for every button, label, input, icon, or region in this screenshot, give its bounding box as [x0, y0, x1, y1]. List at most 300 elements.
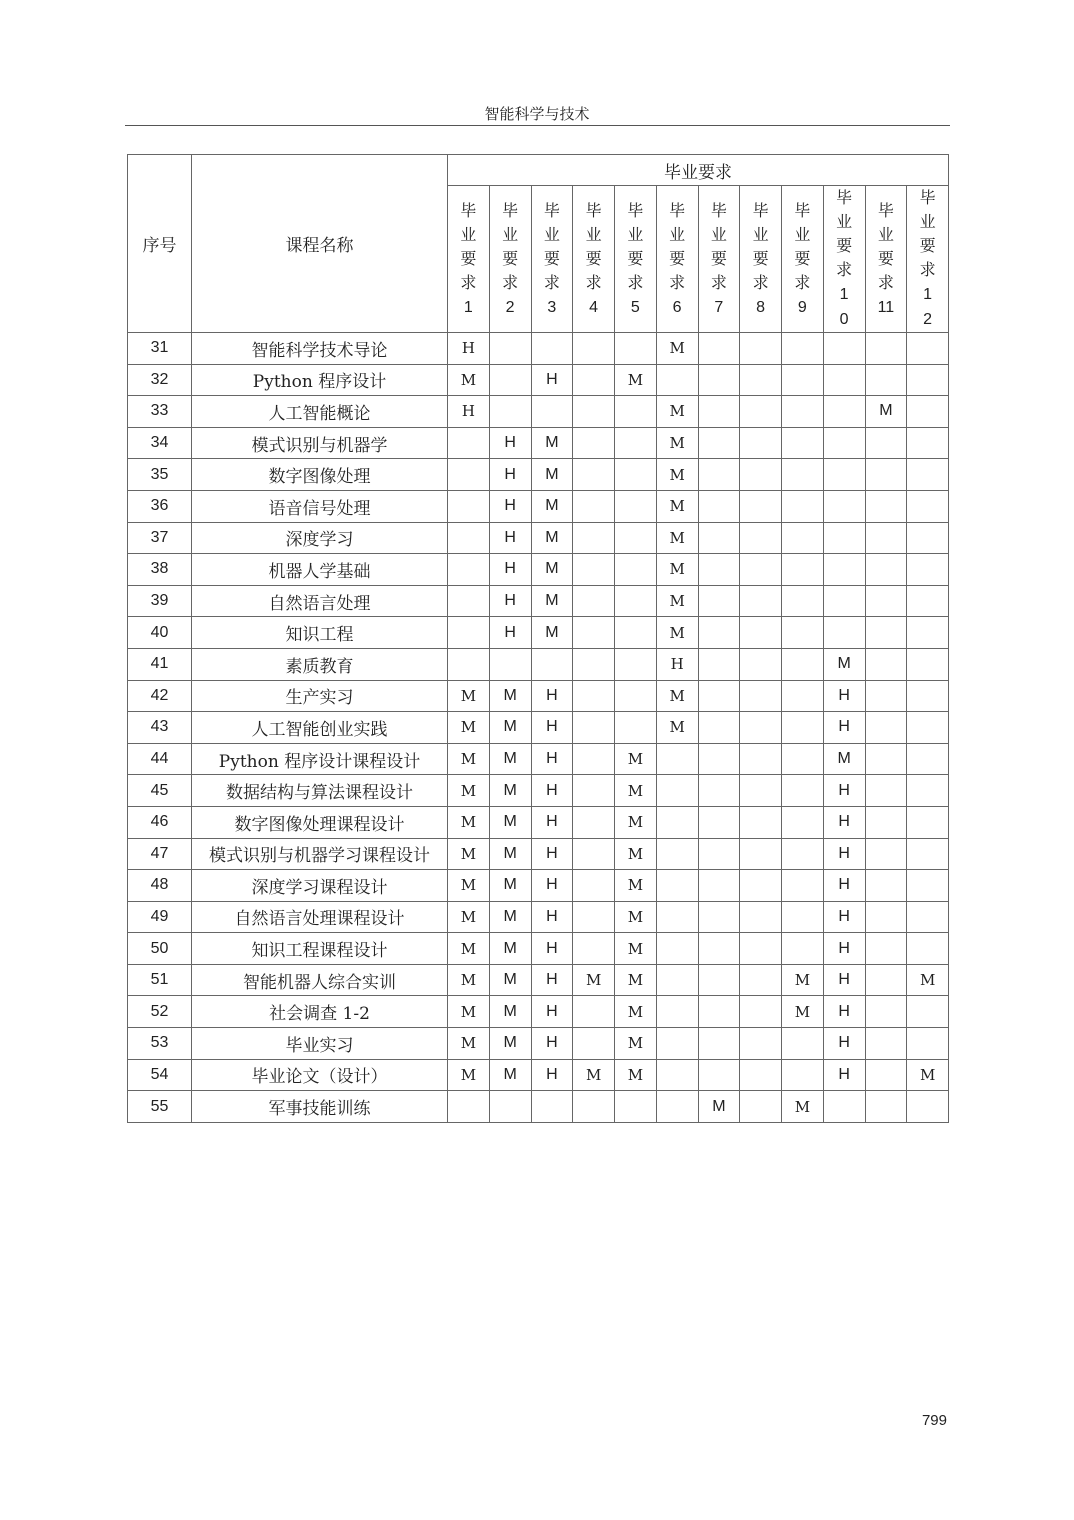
cell-requirement-5: M [615, 870, 657, 902]
cell-requirement-11 [865, 775, 907, 807]
cell-requirement-11 [865, 680, 907, 712]
cell-requirement-11 [865, 1028, 907, 1060]
column-header-requirement-11 [865, 186, 907, 333]
requirements-matrix-table [127, 154, 949, 1123]
cell-requirement-10: H [823, 680, 865, 712]
cell-requirement-10 [823, 554, 865, 586]
cell-requirement-6 [656, 870, 698, 902]
cell-requirement-3 [531, 648, 573, 680]
cell-requirement-2: M [489, 743, 531, 775]
cell-requirement-5: M [615, 996, 657, 1028]
cell-requirement-6: H [656, 648, 698, 680]
cell-requirement-10: H [823, 933, 865, 965]
cell-requirement-4 [573, 838, 615, 870]
cell-course-name: 模式识别与机器学 [192, 427, 448, 459]
table-row [128, 459, 949, 491]
cell-requirement-5: M [615, 775, 657, 807]
cell-requirement-1: M [448, 838, 490, 870]
cell-requirement-7 [698, 743, 740, 775]
cell-requirement-6: M [656, 396, 698, 428]
cell-requirement-11 [865, 996, 907, 1028]
table-row [128, 490, 949, 522]
cell-requirement-1: M [448, 1028, 490, 1060]
cell-requirement-11 [865, 585, 907, 617]
cell-requirement-6: M [656, 333, 698, 365]
column-header-no: 序号 [128, 155, 192, 333]
cell-no: 54 [128, 1059, 192, 1091]
requirement-label: 毕业要求 [502, 200, 519, 292]
cell-requirement-4 [573, 933, 615, 965]
table-row [128, 1028, 949, 1060]
cell-requirement-9 [782, 554, 824, 586]
cell-requirement-12 [907, 901, 949, 933]
cell-requirement-6: M [656, 490, 698, 522]
cell-requirement-9 [782, 585, 824, 617]
cell-course-name: 人工智能概论 [192, 396, 448, 428]
column-header-requirement-10 [823, 186, 865, 333]
cell-no: 33 [128, 396, 192, 428]
cell-requirement-2: M [489, 901, 531, 933]
cell-requirement-5: M [615, 901, 657, 933]
cell-requirement-3: M [531, 585, 573, 617]
cell-requirement-9 [782, 743, 824, 775]
cell-requirement-3: H [531, 1028, 573, 1060]
cell-no: 50 [128, 933, 192, 965]
cell-requirement-8 [740, 585, 782, 617]
cell-no: 44 [128, 743, 192, 775]
table-body [128, 333, 949, 1123]
column-header-requirement-6 [656, 186, 698, 333]
cell-requirement-7 [698, 1028, 740, 1060]
cell-requirement-1: M [448, 870, 490, 902]
cell-requirement-9 [782, 838, 824, 870]
cell-requirement-6 [656, 838, 698, 870]
table-row [128, 680, 949, 712]
cell-requirement-9 [782, 712, 824, 744]
cell-requirement-8 [740, 1028, 782, 1060]
cell-requirement-10 [823, 396, 865, 428]
cell-requirement-12 [907, 554, 949, 586]
cell-requirement-11 [865, 648, 907, 680]
requirement-number: 4 [589, 298, 599, 316]
requirement-number: 6 [672, 298, 682, 316]
cell-requirement-1 [448, 585, 490, 617]
cell-requirement-9 [782, 427, 824, 459]
cell-requirement-4 [573, 364, 615, 396]
cell-no: 40 [128, 617, 192, 649]
cell-requirement-1 [448, 648, 490, 680]
cell-requirement-2: M [489, 838, 531, 870]
cell-requirement-6: M [656, 522, 698, 554]
cell-requirement-12 [907, 427, 949, 459]
cell-course-name: 毕业论文（设计） [192, 1059, 448, 1091]
cell-requirement-12 [907, 743, 949, 775]
cell-requirement-6 [656, 1059, 698, 1091]
cell-requirement-6 [656, 743, 698, 775]
cell-requirement-10 [823, 522, 865, 554]
cell-requirement-3: M [531, 490, 573, 522]
cell-course-name: 知识工程课程设计 [192, 933, 448, 965]
cell-requirement-2 [489, 364, 531, 396]
cell-requirement-1 [448, 1091, 490, 1123]
cell-requirement-6 [656, 364, 698, 396]
cell-requirement-4 [573, 870, 615, 902]
cell-requirement-9 [782, 933, 824, 965]
cell-requirement-4 [573, 712, 615, 744]
cell-requirement-11: M [865, 396, 907, 428]
cell-requirement-1: M [448, 933, 490, 965]
cell-requirement-7 [698, 585, 740, 617]
cell-requirement-12 [907, 775, 949, 807]
column-header-requirement-9 [782, 186, 824, 333]
cell-requirement-2: M [489, 1028, 531, 1060]
cell-no: 53 [128, 1028, 192, 1060]
cell-requirement-5 [615, 490, 657, 522]
cell-requirement-2: M [489, 870, 531, 902]
cell-requirement-4 [573, 1028, 615, 1060]
cell-requirement-7 [698, 648, 740, 680]
cell-requirement-10: H [823, 996, 865, 1028]
cell-requirement-12 [907, 712, 949, 744]
table-row [128, 933, 949, 965]
cell-no: 45 [128, 775, 192, 807]
cell-requirement-2: H [489, 459, 531, 491]
cell-requirement-4 [573, 522, 615, 554]
cell-requirement-5 [615, 427, 657, 459]
cell-requirement-12: M [907, 964, 949, 996]
table-row [128, 648, 949, 680]
cell-requirement-3 [531, 1091, 573, 1123]
cell-requirement-9 [782, 680, 824, 712]
cell-course-name: 深度学习课程设计 [192, 870, 448, 902]
cell-requirement-10: H [823, 870, 865, 902]
cell-no: 32 [128, 364, 192, 396]
cell-requirement-7 [698, 364, 740, 396]
cell-requirement-1 [448, 522, 490, 554]
cell-requirement-2: M [489, 775, 531, 807]
cell-requirement-12 [907, 459, 949, 491]
requirement-label: 毕业要求 [585, 200, 602, 292]
cell-requirement-5: M [615, 964, 657, 996]
cell-requirement-10: H [823, 775, 865, 807]
cell-requirement-7 [698, 712, 740, 744]
cell-requirement-1: M [448, 964, 490, 996]
cell-no: 48 [128, 870, 192, 902]
cell-requirement-7 [698, 870, 740, 902]
cell-requirement-11 [865, 427, 907, 459]
cell-requirement-5 [615, 585, 657, 617]
requirement-label: 毕业要求 [919, 188, 936, 279]
cell-requirement-1: M [448, 743, 490, 775]
cell-requirement-4 [573, 901, 615, 933]
cell-requirement-9 [782, 1059, 824, 1091]
cell-requirement-4 [573, 617, 615, 649]
cell-course-name: 自然语言处理课程设计 [192, 901, 448, 933]
column-header-requirement-7 [698, 186, 740, 333]
cell-requirement-7 [698, 806, 740, 838]
cell-requirement-9 [782, 806, 824, 838]
requirement-number: 1 [463, 298, 473, 316]
cell-requirement-10: H [823, 838, 865, 870]
table-row [128, 396, 949, 428]
table-row [128, 1091, 949, 1123]
cell-requirement-1: M [448, 364, 490, 396]
cell-requirement-9 [782, 648, 824, 680]
cell-no: 31 [128, 333, 192, 365]
cell-requirement-3: M [531, 522, 573, 554]
cell-requirement-5 [615, 617, 657, 649]
table-row [128, 554, 949, 586]
cell-requirement-10: H [823, 964, 865, 996]
cell-requirement-6 [656, 964, 698, 996]
cell-requirement-10 [823, 1091, 865, 1123]
cell-requirement-9 [782, 870, 824, 902]
column-header-requirement-8 [740, 186, 782, 333]
cell-requirement-12 [907, 585, 949, 617]
cell-requirement-10: H [823, 901, 865, 933]
cell-requirement-10: H [823, 1028, 865, 1060]
cell-requirement-9: M [782, 964, 824, 996]
cell-requirement-2: M [489, 964, 531, 996]
cell-requirement-1: M [448, 996, 490, 1028]
table-row [128, 522, 949, 554]
requirement-number: 3 [547, 298, 557, 316]
cell-requirement-9: M [782, 996, 824, 1028]
cell-requirement-8 [740, 1059, 782, 1091]
cell-requirement-11 [865, 1091, 907, 1123]
requirement-number: 7 [714, 298, 724, 316]
cell-requirement-6: M [656, 554, 698, 586]
cell-requirement-4 [573, 775, 615, 807]
table-row [128, 585, 949, 617]
cell-course-name: 数字图像处理课程设计 [192, 806, 448, 838]
cell-requirement-8 [740, 1091, 782, 1123]
cell-requirement-8 [740, 901, 782, 933]
cell-requirement-5: M [615, 1028, 657, 1060]
cell-requirement-8 [740, 870, 782, 902]
cell-requirement-5: M [615, 806, 657, 838]
cell-requirement-2: H [489, 585, 531, 617]
cell-requirement-1: H [448, 396, 490, 428]
cell-requirement-11 [865, 743, 907, 775]
cell-requirement-4 [573, 1091, 615, 1123]
cell-course-name: 深度学习 [192, 522, 448, 554]
cell-no: 43 [128, 712, 192, 744]
cell-course-name: 模式识别与机器学习课程设计 [192, 838, 448, 870]
cell-requirement-12: M [907, 1059, 949, 1091]
cell-requirement-3 [531, 333, 573, 365]
cell-no: 55 [128, 1091, 192, 1123]
requirement-number: 12 [923, 286, 933, 328]
cell-requirement-11 [865, 490, 907, 522]
cell-requirement-5 [615, 396, 657, 428]
table-row [128, 964, 949, 996]
cell-requirement-9 [782, 617, 824, 649]
cell-requirement-3: H [531, 838, 573, 870]
cell-requirement-8 [740, 333, 782, 365]
cell-course-name: 智能科学技术导论 [192, 333, 448, 365]
cell-requirement-2: M [489, 933, 531, 965]
cell-requirement-3: H [531, 996, 573, 1028]
cell-requirement-7 [698, 964, 740, 996]
cell-no: 41 [128, 648, 192, 680]
cell-requirement-6 [656, 933, 698, 965]
cell-requirement-3: H [531, 712, 573, 744]
cell-requirement-6 [656, 1028, 698, 1060]
cell-requirement-2 [489, 396, 531, 428]
requirement-number: 9 [797, 298, 807, 316]
cell-requirement-12 [907, 1091, 949, 1123]
cell-requirement-3: H [531, 933, 573, 965]
cell-requirement-10 [823, 617, 865, 649]
cell-requirement-11 [865, 554, 907, 586]
cell-requirement-3 [531, 396, 573, 428]
cell-course-name: 生产实习 [192, 680, 448, 712]
cell-requirement-6: M [656, 459, 698, 491]
cell-requirement-9 [782, 490, 824, 522]
cell-requirement-3: H [531, 775, 573, 807]
cell-requirement-3: H [531, 743, 573, 775]
cell-requirement-7: M [698, 1091, 740, 1123]
cell-requirement-11 [865, 333, 907, 365]
cell-requirement-2: H [489, 554, 531, 586]
cell-course-name: Python 程序设计课程设计 [192, 743, 448, 775]
cell-requirement-3: M [531, 617, 573, 649]
requirement-number: 10 [839, 286, 849, 328]
cell-requirement-3: H [531, 806, 573, 838]
cell-requirement-6: M [656, 617, 698, 649]
cell-requirement-1: M [448, 806, 490, 838]
cell-requirement-4 [573, 396, 615, 428]
cell-requirement-3: M [531, 459, 573, 491]
cell-requirement-2: M [489, 1059, 531, 1091]
cell-requirement-10: H [823, 712, 865, 744]
cell-requirement-1: M [448, 775, 490, 807]
table-row [128, 901, 949, 933]
cell-requirement-9: M [782, 1091, 824, 1123]
cell-requirement-11 [865, 933, 907, 965]
cell-requirement-1: M [448, 901, 490, 933]
cell-requirement-8 [740, 933, 782, 965]
cell-requirement-7 [698, 333, 740, 365]
cell-no: 52 [128, 996, 192, 1028]
cell-requirement-10 [823, 364, 865, 396]
cell-requirement-9 [782, 522, 824, 554]
cell-requirement-8 [740, 648, 782, 680]
cell-requirement-5 [615, 648, 657, 680]
cell-requirement-10: M [823, 648, 865, 680]
cell-course-name: 毕业实习 [192, 1028, 448, 1060]
cell-requirement-12 [907, 396, 949, 428]
cell-requirement-12 [907, 522, 949, 554]
cell-requirement-12 [907, 680, 949, 712]
cell-requirement-10 [823, 427, 865, 459]
cell-no: 49 [128, 901, 192, 933]
cell-course-name: 素质教育 [192, 648, 448, 680]
cell-requirement-7 [698, 396, 740, 428]
cell-requirement-6 [656, 806, 698, 838]
cell-requirement-2: M [489, 680, 531, 712]
table-row [128, 743, 949, 775]
cell-requirement-8 [740, 427, 782, 459]
cell-requirement-4 [573, 490, 615, 522]
cell-course-name: 知识工程 [192, 617, 448, 649]
cell-course-name: 自然语言处理 [192, 585, 448, 617]
cell-requirement-2: H [489, 522, 531, 554]
cell-requirement-12 [907, 490, 949, 522]
cell-requirement-11 [865, 522, 907, 554]
cell-course-name: 智能机器人综合实训 [192, 964, 448, 996]
cell-requirement-8 [740, 838, 782, 870]
cell-requirement-5 [615, 680, 657, 712]
cell-no: 38 [128, 554, 192, 586]
cell-requirement-7 [698, 490, 740, 522]
cell-requirement-5: M [615, 933, 657, 965]
cell-requirement-10: H [823, 806, 865, 838]
requirement-label: 毕业要求 [836, 188, 853, 279]
cell-requirement-2: H [489, 427, 531, 459]
cell-no: 47 [128, 838, 192, 870]
cell-requirement-8 [740, 554, 782, 586]
cell-requirement-8 [740, 806, 782, 838]
cell-requirement-7 [698, 901, 740, 933]
cell-requirement-2: H [489, 617, 531, 649]
cell-requirement-5: M [615, 743, 657, 775]
cell-requirement-6: M [656, 585, 698, 617]
requirement-label: 毕业要求 [710, 200, 727, 292]
running-header: 智能科学与技术 [484, 105, 590, 123]
requirement-label: 毕业要求 [752, 200, 769, 292]
cell-requirement-6: M [656, 680, 698, 712]
cell-requirement-9 [782, 333, 824, 365]
cell-requirement-10 [823, 333, 865, 365]
cell-requirement-8 [740, 743, 782, 775]
cell-requirement-6 [656, 996, 698, 1028]
cell-requirement-3: H [531, 901, 573, 933]
cell-course-name: 社会调查 1-2 [192, 996, 448, 1028]
cell-requirement-5 [615, 712, 657, 744]
cell-course-name: 人工智能创业实践 [192, 712, 448, 744]
cell-no: 36 [128, 490, 192, 522]
cell-requirement-11 [865, 712, 907, 744]
column-header-requirement-12 [907, 186, 949, 333]
cell-requirement-3: M [531, 427, 573, 459]
cell-requirement-8 [740, 712, 782, 744]
requirement-label: 毕业要求 [669, 200, 686, 292]
table-row [128, 1059, 949, 1091]
cell-requirement-6 [656, 1091, 698, 1123]
cell-course-name: 军事技能训练 [192, 1091, 448, 1123]
cell-course-name: 语音信号处理 [192, 490, 448, 522]
cell-requirement-2: M [489, 996, 531, 1028]
cell-requirement-5 [615, 1091, 657, 1123]
cell-requirement-4 [573, 427, 615, 459]
cell-requirement-6: M [656, 712, 698, 744]
cell-requirement-9 [782, 364, 824, 396]
cell-requirement-8 [740, 364, 782, 396]
cell-requirement-5 [615, 333, 657, 365]
cell-requirement-11 [865, 838, 907, 870]
cell-requirement-4 [573, 554, 615, 586]
cell-requirement-5 [615, 554, 657, 586]
table-row [128, 775, 949, 807]
cell-requirement-5 [615, 522, 657, 554]
cell-requirement-5: M [615, 364, 657, 396]
cell-requirement-11 [865, 617, 907, 649]
cell-requirement-8 [740, 522, 782, 554]
cell-requirement-4 [573, 648, 615, 680]
cell-requirement-10: M [823, 743, 865, 775]
